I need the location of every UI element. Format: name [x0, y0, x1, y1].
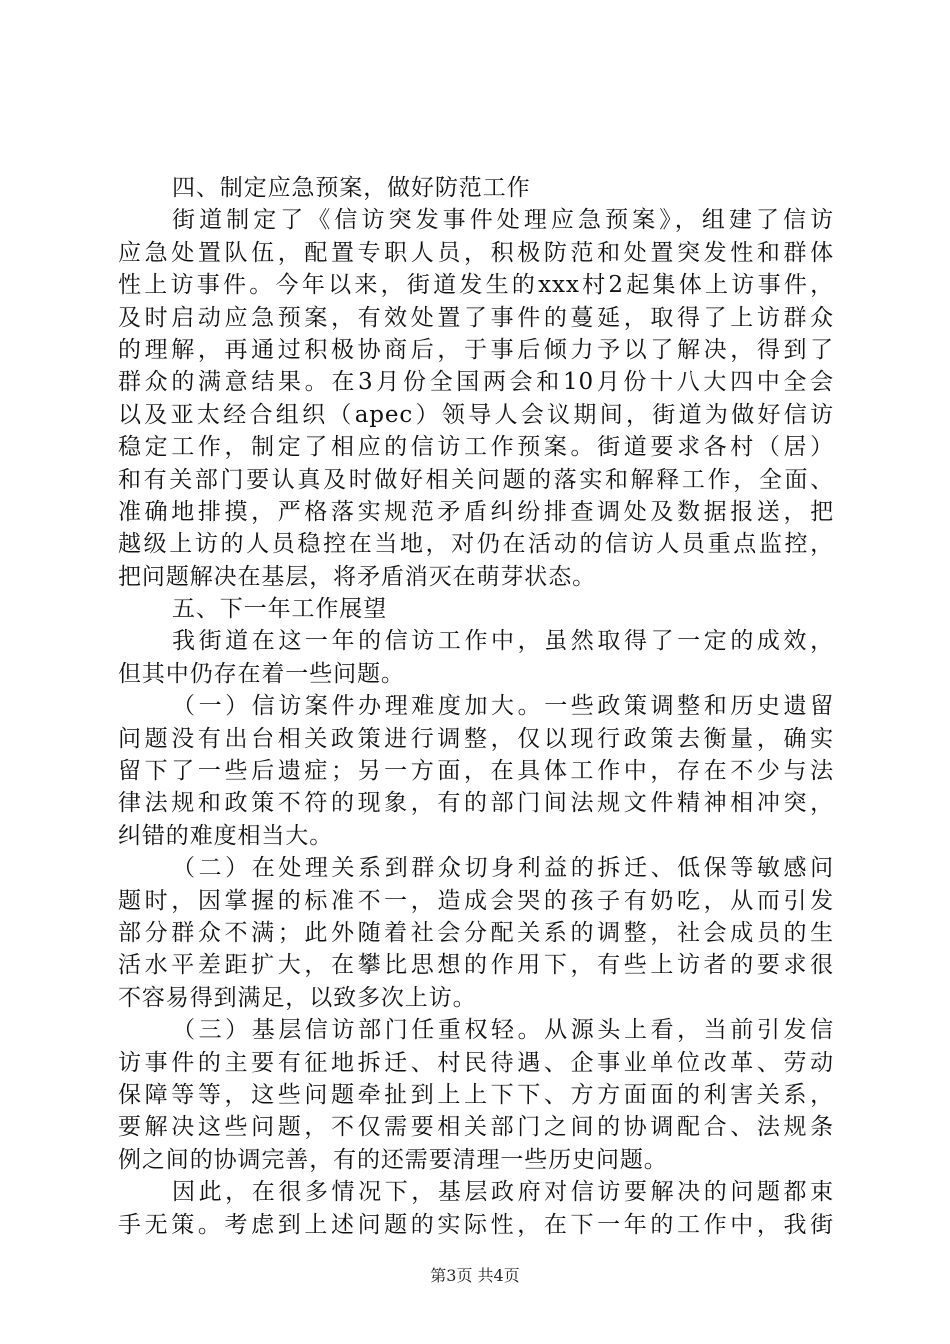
text-line: 因此，在很多情况下，基层政府对信访要解决的问题都束 — [172, 1179, 834, 1206]
text-line: 的理解，再通过积极协商后，于事后倾力予以了解决，得到了 — [118, 336, 834, 363]
text-line: 律法规和政策不符的现象，有的部门间法规文件精神相冲突， — [118, 790, 834, 817]
text-line: 留下了一些后遗症；另一方面，在具体工作中，存在不少与法 — [118, 758, 834, 785]
text-line: 保障等等，这些问题牵扯到上上下下、方方面面的利害关系， — [118, 1081, 834, 1108]
text-line: 我街道在这一年的信访工作中，虽然取得了一定的成效， — [172, 628, 834, 655]
text-line: 部分群众不满；此外随着社会分配关系的调整，社会成员的生 — [118, 919, 834, 946]
text-line: （二）在处理关系到群众切身利益的拆迁、低保等敏感问 — [172, 855, 834, 882]
text-line: 越级上访的人员稳控在当地，对仍在活动的信访人员重点监控， — [118, 531, 834, 558]
text-line: 把问题解决在基层，将矛盾消灭在萌芽状态。 — [118, 563, 596, 590]
text-line: 手无策。考虑到上述问题的实际性，在下一年的工作中，我街 — [118, 1211, 834, 1238]
text-line: 街道制定了《信访突发事件处理应急预案》，组建了信访 — [172, 207, 834, 234]
text-line: 应急处置队伍，配置专职人员，积极防范和处置突发性和群体 — [118, 239, 834, 266]
text-line: （三）基层信访部门任重权轻。从源头上看，当前引发信 — [172, 1017, 834, 1044]
text-line: 及时启动应急预案，有效处置了事件的蔓延，取得了上访群众 — [118, 304, 834, 331]
text-line: 以及亚太经合组织（apec）领导人会议期间，街道为做好信访 — [118, 401, 834, 428]
text-line: 群众的满意结果。在3月份全国两会和10月份十八大四中全会 — [118, 369, 834, 396]
text-line: 不容易得到满足，以致多次上访。 — [118, 984, 477, 1011]
text-line: （一）信访案件办理难度加大。一些政策调整和历史遗留 — [172, 693, 834, 720]
text-line: 访事件的主要有征地拆迁、村民待遇、企事业单位改革、劳动 — [118, 1049, 834, 1076]
text-line: 活水平差距扩大，在攀比思想的作用下，有些上访者的要求很 — [118, 952, 834, 979]
text-line: 四、制定应急预案，做好防范工作 — [172, 175, 531, 201]
page-number-footer: 第3页 共4页 — [430, 1266, 520, 1285]
text-line: 准确地排摸，严格落实规范矛盾纠纷排查调处及数据报送，把 — [118, 498, 834, 525]
text-line: 要解决这些问题，不仅需要相关部门之间的协调配合、法规条 — [118, 1114, 834, 1141]
text-line: 稳定工作，制定了相应的信访工作预案。街道要求各村（居） — [118, 434, 834, 461]
text-line: 例之间的协调完善，有的还需要清理一些历史问题。 — [118, 1146, 668, 1173]
text-line: 但其中仍存在着一些问题。 — [118, 660, 405, 687]
text-line: 纠错的难度相当大。 — [118, 822, 334, 849]
text-line: 问题没有出台相关政策进行调整，仅以现行政策去衡量，确实 — [118, 725, 834, 752]
text-line: 性上访事件。今年以来，街道发生的xxx村2起集体上访事件， — [118, 272, 834, 299]
text-line: 五、下一年工作展望 — [172, 596, 388, 623]
text-line: 和有关部门要认真及时做好相关问题的落实和解释工作，全面、 — [118, 466, 834, 493]
document-body — [118, 172, 834, 1241]
text-line: 题时，因掌握的标准不一，造成会哭的孩子有奶吃，从而引发 — [118, 887, 834, 914]
